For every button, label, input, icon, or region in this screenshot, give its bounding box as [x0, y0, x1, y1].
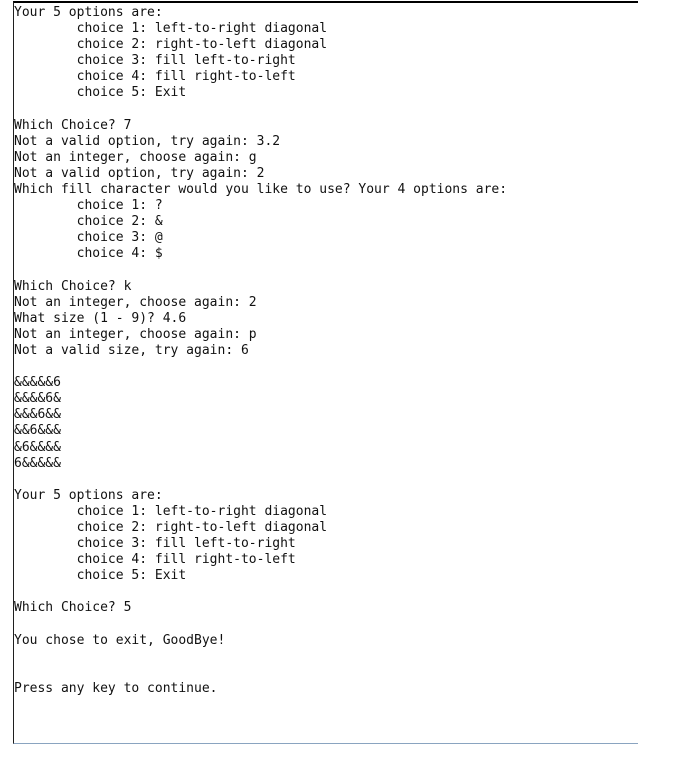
- console-line: choice 4: fill right-to-left: [14, 69, 296, 85]
- console-line: choice 3: fill left-to-right: [14, 53, 296, 69]
- console-line: choice 3: @: [14, 230, 163, 246]
- console-line: What size (1 - 9)? 4.6: [14, 310, 187, 326]
- console-line: choice 3: fill left-to-right: [14, 536, 296, 552]
- console-line: choice 2: right-to-left diagonal: [14, 520, 328, 535]
- console-line: Which Choice? 5: [14, 600, 132, 616]
- console-line: Not a valid size, try again: 6: [14, 342, 249, 358]
- console-line: choice 1: left-to-right diagonal: [14, 21, 328, 37]
- console-line: [14, 359, 507, 375]
- console-window[interactable]: [13, 1, 638, 744]
- console-line: Not an integer, choose again: g: [14, 149, 257, 165]
- console-line: choice 2: &: [14, 214, 163, 230]
- console-line: Your 5 options are:: [14, 487, 163, 503]
- console-line: choice 4: fill right-to-left: [14, 552, 296, 568]
- console-line: choice 1: ?: [14, 198, 163, 214]
- console-line: choice 2: right-to-left diagonal: [14, 37, 328, 53]
- console-line: choice 5: Exit: [14, 85, 187, 101]
- console-line: choice 4: $: [14, 246, 163, 262]
- console-line: Your 5 options are:: [14, 5, 163, 20]
- console-line: &&6&&&: [14, 423, 61, 439]
- console-line: &&&6&&: [14, 407, 61, 423]
- console-line: choice 5: Exit: [14, 568, 187, 584]
- console-line: [14, 263, 507, 279]
- console-output: [14, 5, 507, 697]
- console-line: Not an integer, choose again: 2: [14, 294, 257, 310]
- console-line: &&&&&6: [14, 375, 61, 391]
- console-line: 6&&&&&: [14, 455, 61, 471]
- console-line: &6&&&&: [14, 439, 61, 455]
- console-line: Press any key to continue.: [14, 680, 218, 696]
- console-line: Which Choice? k: [14, 278, 132, 294]
- console-line: [14, 472, 507, 488]
- console-line: &&&&6&: [14, 391, 61, 407]
- console-line: [14, 584, 507, 600]
- console-line: Which fill character would you like to use? Your 4 options are:: [14, 182, 508, 198]
- console-line: [14, 102, 507, 118]
- console-line: [14, 665, 507, 681]
- console-line: [14, 617, 507, 633]
- console-line: Which Choice? 7: [14, 117, 132, 133]
- console-line: Not a valid option, try again: 3.2: [14, 133, 281, 149]
- console-line: You chose to exit, GoodBye!: [14, 632, 226, 648]
- console-line: Not a valid option, try again: 2: [14, 165, 265, 181]
- console-line: Not an integer, choose again: p: [14, 326, 257, 342]
- console-line: choice 1: left-to-right diagonal: [14, 503, 328, 519]
- console-line: [14, 649, 507, 665]
